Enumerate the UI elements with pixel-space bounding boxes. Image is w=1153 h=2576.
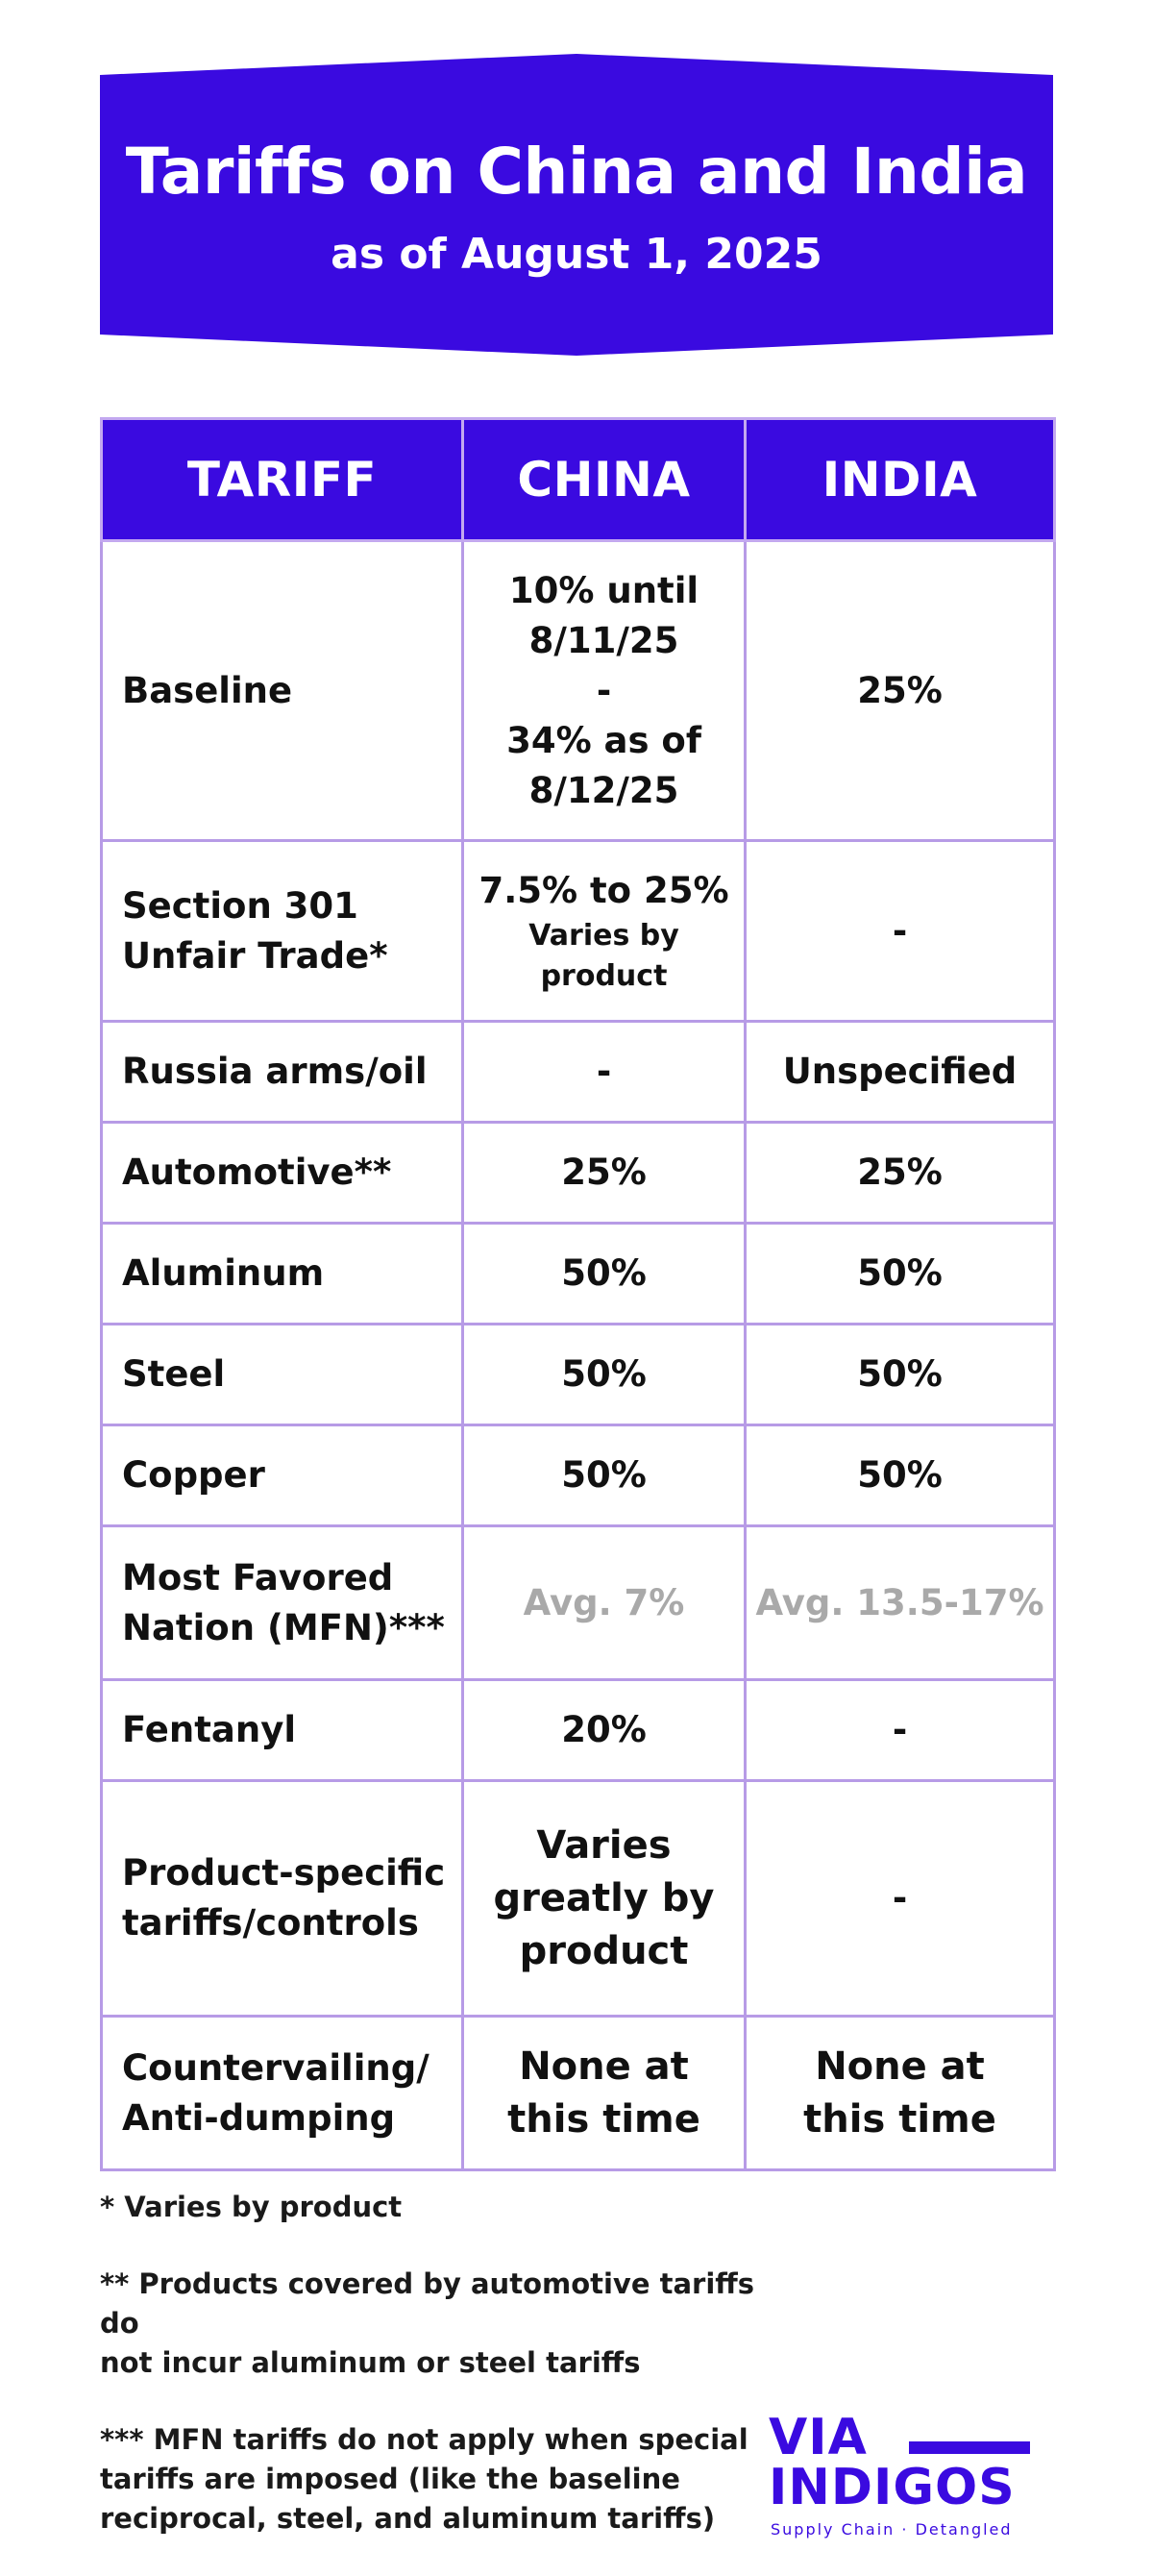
india-value: 25% [746,541,1055,841]
tariff-name: Product-specific tariffs/controls [102,1781,463,2017]
logo-line-1: VIA [769,2409,868,2466]
india-value: Unspecified [746,1022,1055,1123]
page-subtitle: as of August 1, 2025 [331,230,822,279]
table-row [102,1224,1055,1325]
table-row [102,1425,1055,1526]
china-value: Avg. 7% [463,1526,746,1680]
table-row [102,841,1055,1022]
tariff-name: Aluminum [102,1224,463,1325]
china-value: 50% [463,1325,746,1425]
india-value: 50% [746,1224,1055,1325]
india-value: None at this time [746,2017,1055,2170]
china-value: None at this time [463,2017,746,2170]
table-row [102,2017,1055,2170]
tariff-name: Fentanyl [102,1680,463,1781]
china-value: 10% until 8/11/25 - 34% as of 8/12/25 [463,541,746,841]
table-row [102,1680,1055,1781]
tariff-name: Countervailing/ Anti-dumping [102,2017,463,2170]
table-row [102,1022,1055,1123]
logo-bar [909,2441,1030,2454]
logo-tagline: Supply Chain · Detangled [771,2520,1013,2539]
tariff-table [100,417,1056,2171]
china-value: - [463,1022,746,1123]
china-value: 50% [463,1425,746,1526]
india-value: - [746,841,1055,1022]
logo-line-2: INDIGOS [769,2459,1016,2516]
table-row [102,1325,1055,1425]
china-value-note: product [540,958,668,993]
table-header-row [102,419,1055,541]
india-value: 25% [746,1123,1055,1224]
tariff-name: Russia arms/oil [102,1022,463,1123]
tariff-name: Section 301 Unfair Trade* [102,841,463,1022]
china-value: 50% [463,1224,746,1325]
tariff-name: Copper [102,1425,463,1526]
table-row [102,1781,1055,2017]
footnotes [100,2188,773,2576]
india-value: - [746,1781,1055,2017]
table-row [102,1123,1055,1224]
footnote: ** Products covered by automotive tariffs do not incur aluminum or steel tariffs [100,2267,755,2379]
tariff-name: Most Favored Nation (MFN)*** [102,1526,463,1680]
china-value: Varies greatly by product [463,1781,746,2017]
china-value: 25% [463,1123,746,1224]
table-row [102,1526,1055,1680]
footnote: *** MFN tariffs do not apply when special tariffs are imposed (like the baseline reciprocal, steel, and aluminum tariffs) [100,2423,748,2535]
footnote: * Varies by product [100,2191,403,2223]
page-title: Tariffs on China and India [125,135,1028,209]
china-value: 20% [463,1680,746,1781]
tariff-name: Steel [102,1325,463,1425]
tariff-name: Automotive** [102,1123,463,1224]
title-banner [100,54,1053,356]
china-value: 7.5% to 25% Varies by product [463,841,746,1022]
india-value: 50% [746,1325,1055,1425]
via-indigos-logo [769,2409,1038,2539]
table-row [102,541,1055,841]
india-value: Avg. 13.5-17% [746,1526,1055,1680]
column-header-tariff: TARIFF [102,419,463,541]
column-header-india: INDIA [746,419,1055,541]
column-header-china: CHINA [463,419,746,541]
tariff-name: Baseline [102,541,463,841]
india-value: 50% [746,1425,1055,1526]
china-value-note: Varies by [528,918,679,953]
india-value: - [746,1680,1055,1781]
